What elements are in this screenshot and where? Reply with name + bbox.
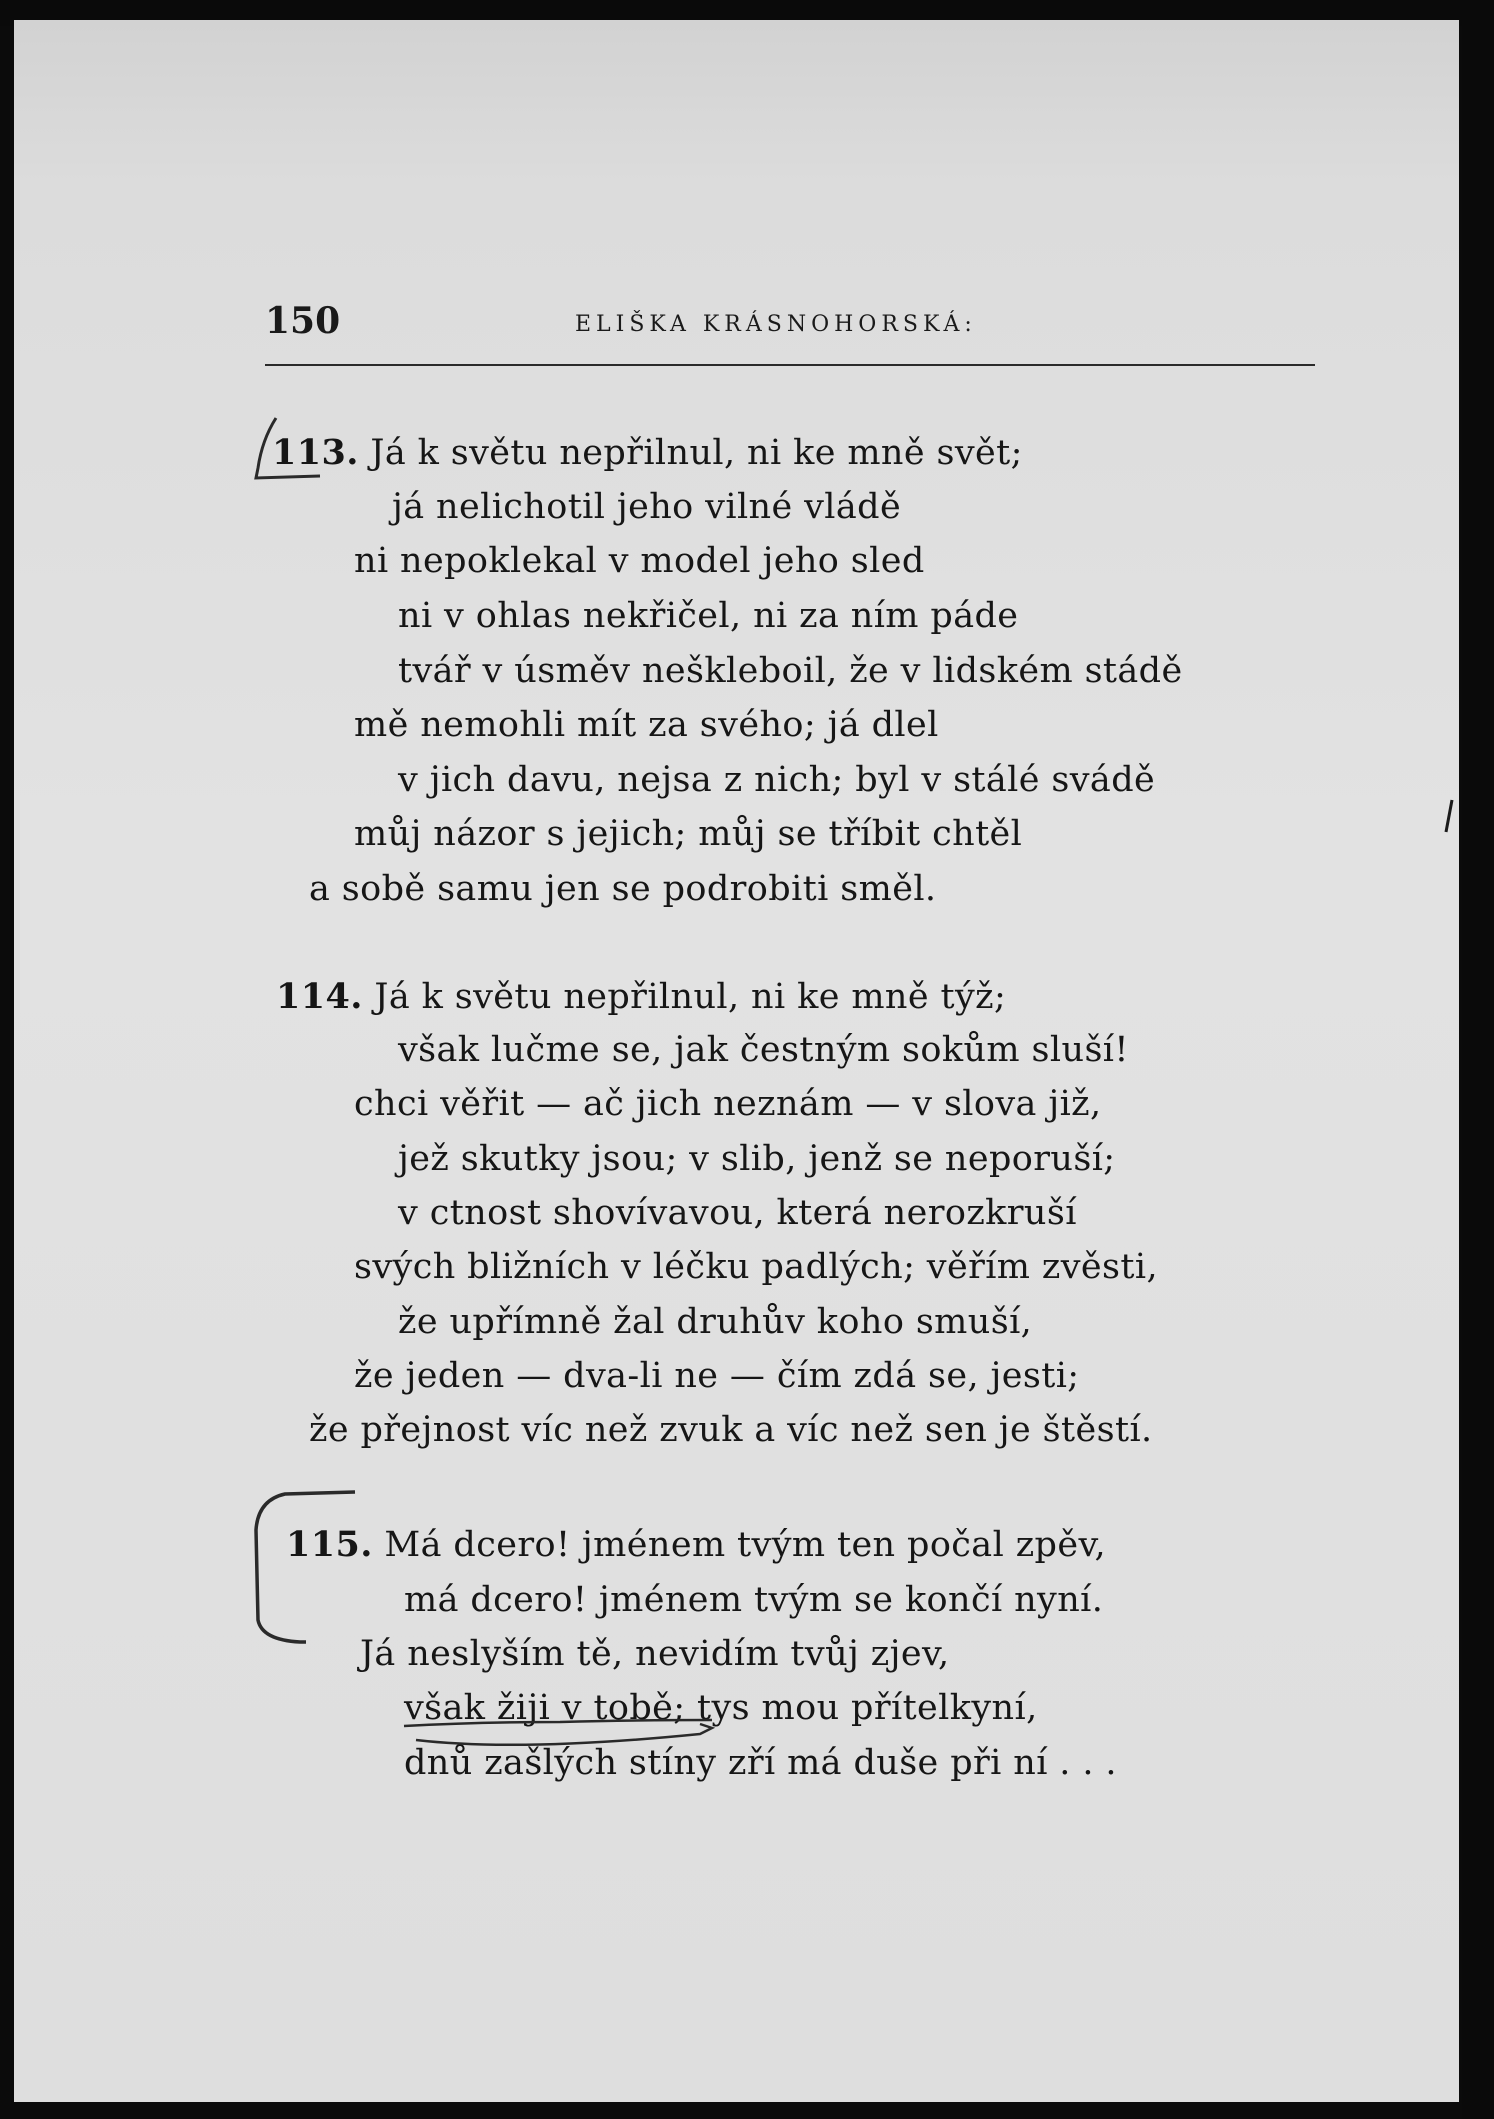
bracket-mark-115 <box>256 1492 355 1642</box>
stanza-line: Já neslyším tě, nevidím tvůj zjev, <box>360 1634 950 1674</box>
stanza-line: dnů zašlých stíny zří má duše při ní . . . <box>404 1743 1117 1783</box>
stanza-line: v jich davu, nejsa z nich; byl v stálé svádě <box>398 760 1156 800</box>
stanza-line: svých bližních v léčku padlých; věřím zvěsti, <box>354 1247 1158 1287</box>
stanza-line: však lučme se, jak čestným sokům sluší! <box>398 1030 1129 1070</box>
stanza-line: tvář v úsměv neškleboil, že v lidském stádě <box>398 651 1183 691</box>
stanza-number: 115. <box>286 1524 373 1565</box>
stanza-line: 114. Já k světu nepřilnul, ni ke mně týž; <box>276 976 1007 1017</box>
stanza-line: v ctnost shovívavou, která nerozkruší <box>398 1193 1077 1233</box>
page-number: 150 <box>265 300 341 342</box>
stanza-line: ni v ohlas nekřičel, ni za ním páde <box>398 596 1019 636</box>
underline-arrow-mark <box>416 1724 712 1745</box>
stanza-number: 113. <box>272 432 359 473</box>
margin-tick-mark <box>1446 800 1452 832</box>
bracket-mark-113 <box>256 418 320 478</box>
stanza-line: ni nepoklekal v model jeho sled <box>354 541 925 581</box>
stanza-line: že jeden — dva-li ne — čím zdá se, jesti; <box>354 1356 1080 1396</box>
stanza-line: já nelichotil jeho vilné vládě <box>392 487 902 527</box>
stanza-line: že přejnost víc než zvuk a víc než sen je štěstí. <box>309 1410 1153 1450</box>
stanza-line: 113. Já k světu nepřilnul, ni ke mně svět; <box>272 432 1023 473</box>
stanza-number: 114. <box>276 976 363 1017</box>
stanza-line: že upřímně žal druhův koho smuší, <box>398 1302 1033 1342</box>
stanza-line: mě nemohli mít za svého; já dlel <box>354 705 939 745</box>
stanza-line: a sobě samu jen se podrobiti směl. <box>309 869 937 909</box>
running-title: ELIŠKA KRÁSNOHORSKÁ: <box>575 312 977 337</box>
stanza-line: má dcero! jménem tvým se končí nyní. <box>404 1580 1104 1620</box>
underline-mark <box>404 1720 712 1726</box>
stanza-line: však žiji v tobě; tys mou přítelkyní, <box>404 1688 1038 1728</box>
stanza-line: chci věřit — ač jich neznám — v slova již, <box>354 1084 1102 1124</box>
stanza-line: jež skutky jsou; v slib, jenž se neporuší; <box>398 1139 1116 1179</box>
stanza-line: 115. Má dcero! jménem tvým ten počal zpěv, <box>286 1524 1106 1565</box>
stanza-line: můj názor s jejich; můj se tříbit chtěl <box>354 814 1023 854</box>
